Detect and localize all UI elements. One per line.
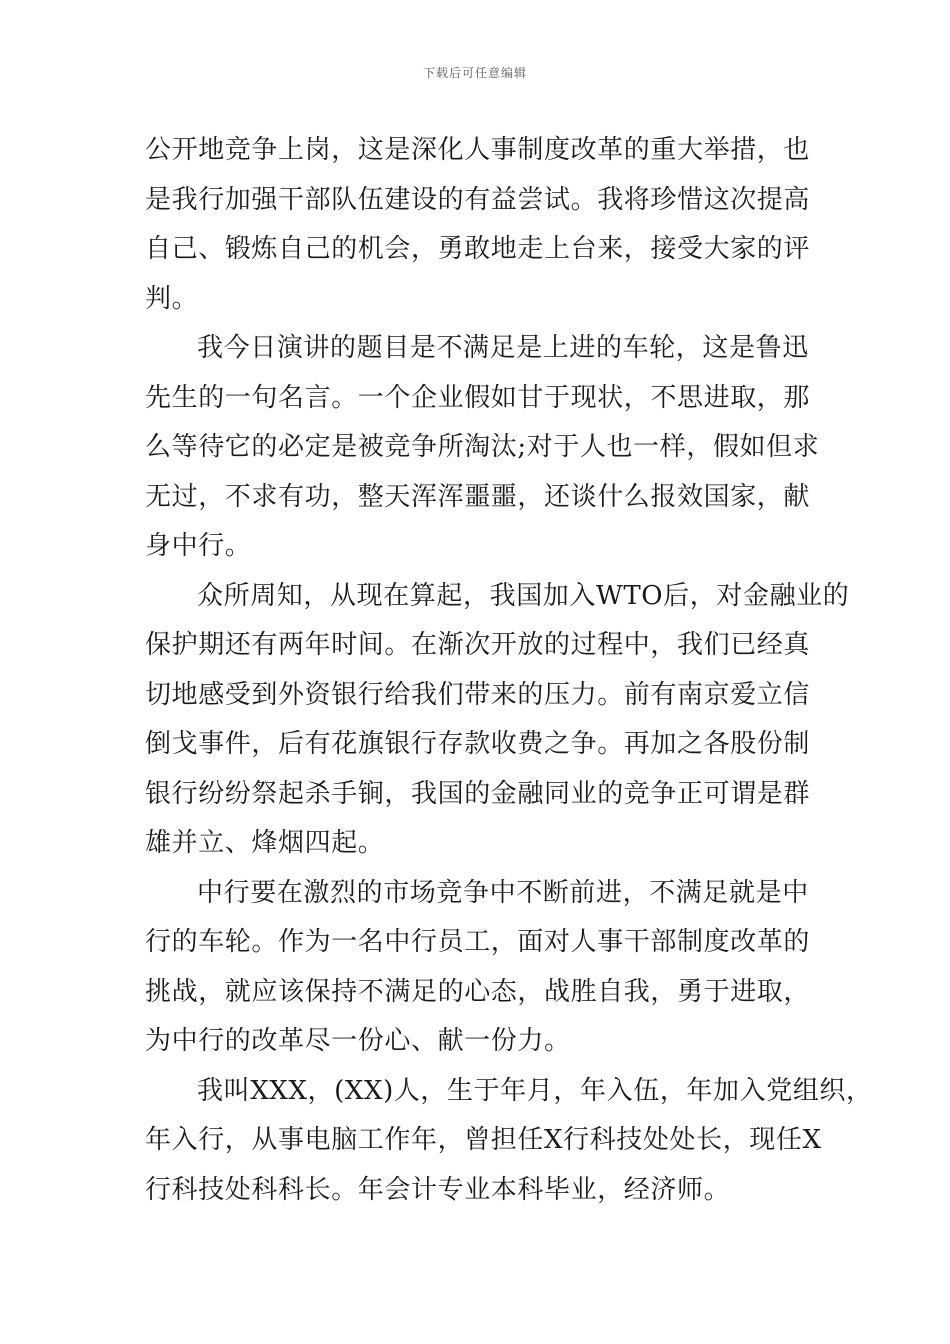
paragraph <box>145 1067 873 1216</box>
paragraph-line: 众所周知，从现在算起，我国加入WTO后，对金融业的 <box>197 580 850 611</box>
paragraph-line: 行的车轮。作为一名中行员工，面对人事干部制度改革的 <box>145 927 811 957</box>
paragraph-line: 为中行的改革尽一份心、献一份力。 <box>145 1026 571 1056</box>
paragraph-line: 倒戈事件，后有花旗银行存款收费之争。再加之各股份制 <box>145 729 811 759</box>
paragraph-line: 判。 <box>145 283 199 314</box>
paragraph-line: 行科技处科科长。年会计专业本科毕业，经济师。 <box>145 1174 731 1205</box>
paragraph-line: 年入行，从事电脑工作年，曾担任X行科技处处长，现任X <box>145 1125 822 1155</box>
paragraph <box>145 572 850 869</box>
paragraph-line: 中行要在激烈的市场竞争中不断前进，不满足就是中 <box>197 877 809 908</box>
paragraph-line: 保护期还有两年时间。在渐次开放的过程中，我们已经真 <box>145 630 811 660</box>
paragraph-line: 么等待它的必定是被竞争所淘汰;对于人也一样，假如但求 <box>145 432 820 462</box>
paragraph-line: 无过，不求有功，整天浑浑噩噩，还谈什么报效国家，献 <box>145 481 811 512</box>
paragraph-line: 银行纷纷祭起杀手锏，我国的金融同业的竞争正可谓是群 <box>145 778 811 809</box>
paragraph-line: 自己、锻炼自己的机会，勇敢地走上台来，接受大家的评 <box>145 234 811 264</box>
paragraph <box>145 869 809 1067</box>
paragraph <box>145 126 809 324</box>
paragraph-line: 身中行。 <box>145 531 252 561</box>
paragraph <box>145 324 820 572</box>
document-body <box>145 126 873 1215</box>
paragraph-line: 切地感受到外资银行给我们带来的压力。前有南京爱立信 <box>145 679 811 710</box>
paragraph-line: 先生的一句名言。一个企业假如甘于现状，不思进取，那 <box>145 382 811 413</box>
page-header: 下载后可任意编辑 <box>422 66 527 80</box>
paragraph-line: 我今日演讲的题目是不满足是上进的车轮，这是鲁迅 <box>197 333 809 363</box>
paragraph-line: 是我行加强干部队伍建设的有益尝试。我将珍惜这次提高 <box>145 184 811 215</box>
paragraph-line: 雄并立、烽烟四起。 <box>145 828 385 858</box>
paragraph-line: 挑战，就应该保持不满足的心态，战胜自我，勇于进取， <box>145 976 811 1007</box>
paragraph-line: 我叫XXX，(XX)人，生于年月，年入伍，年加入党组织， <box>197 1075 873 1106</box>
paragraph-line: 公开地竞争上岗，这是深化人事制度改革的重大举措，也 <box>145 135 811 165</box>
